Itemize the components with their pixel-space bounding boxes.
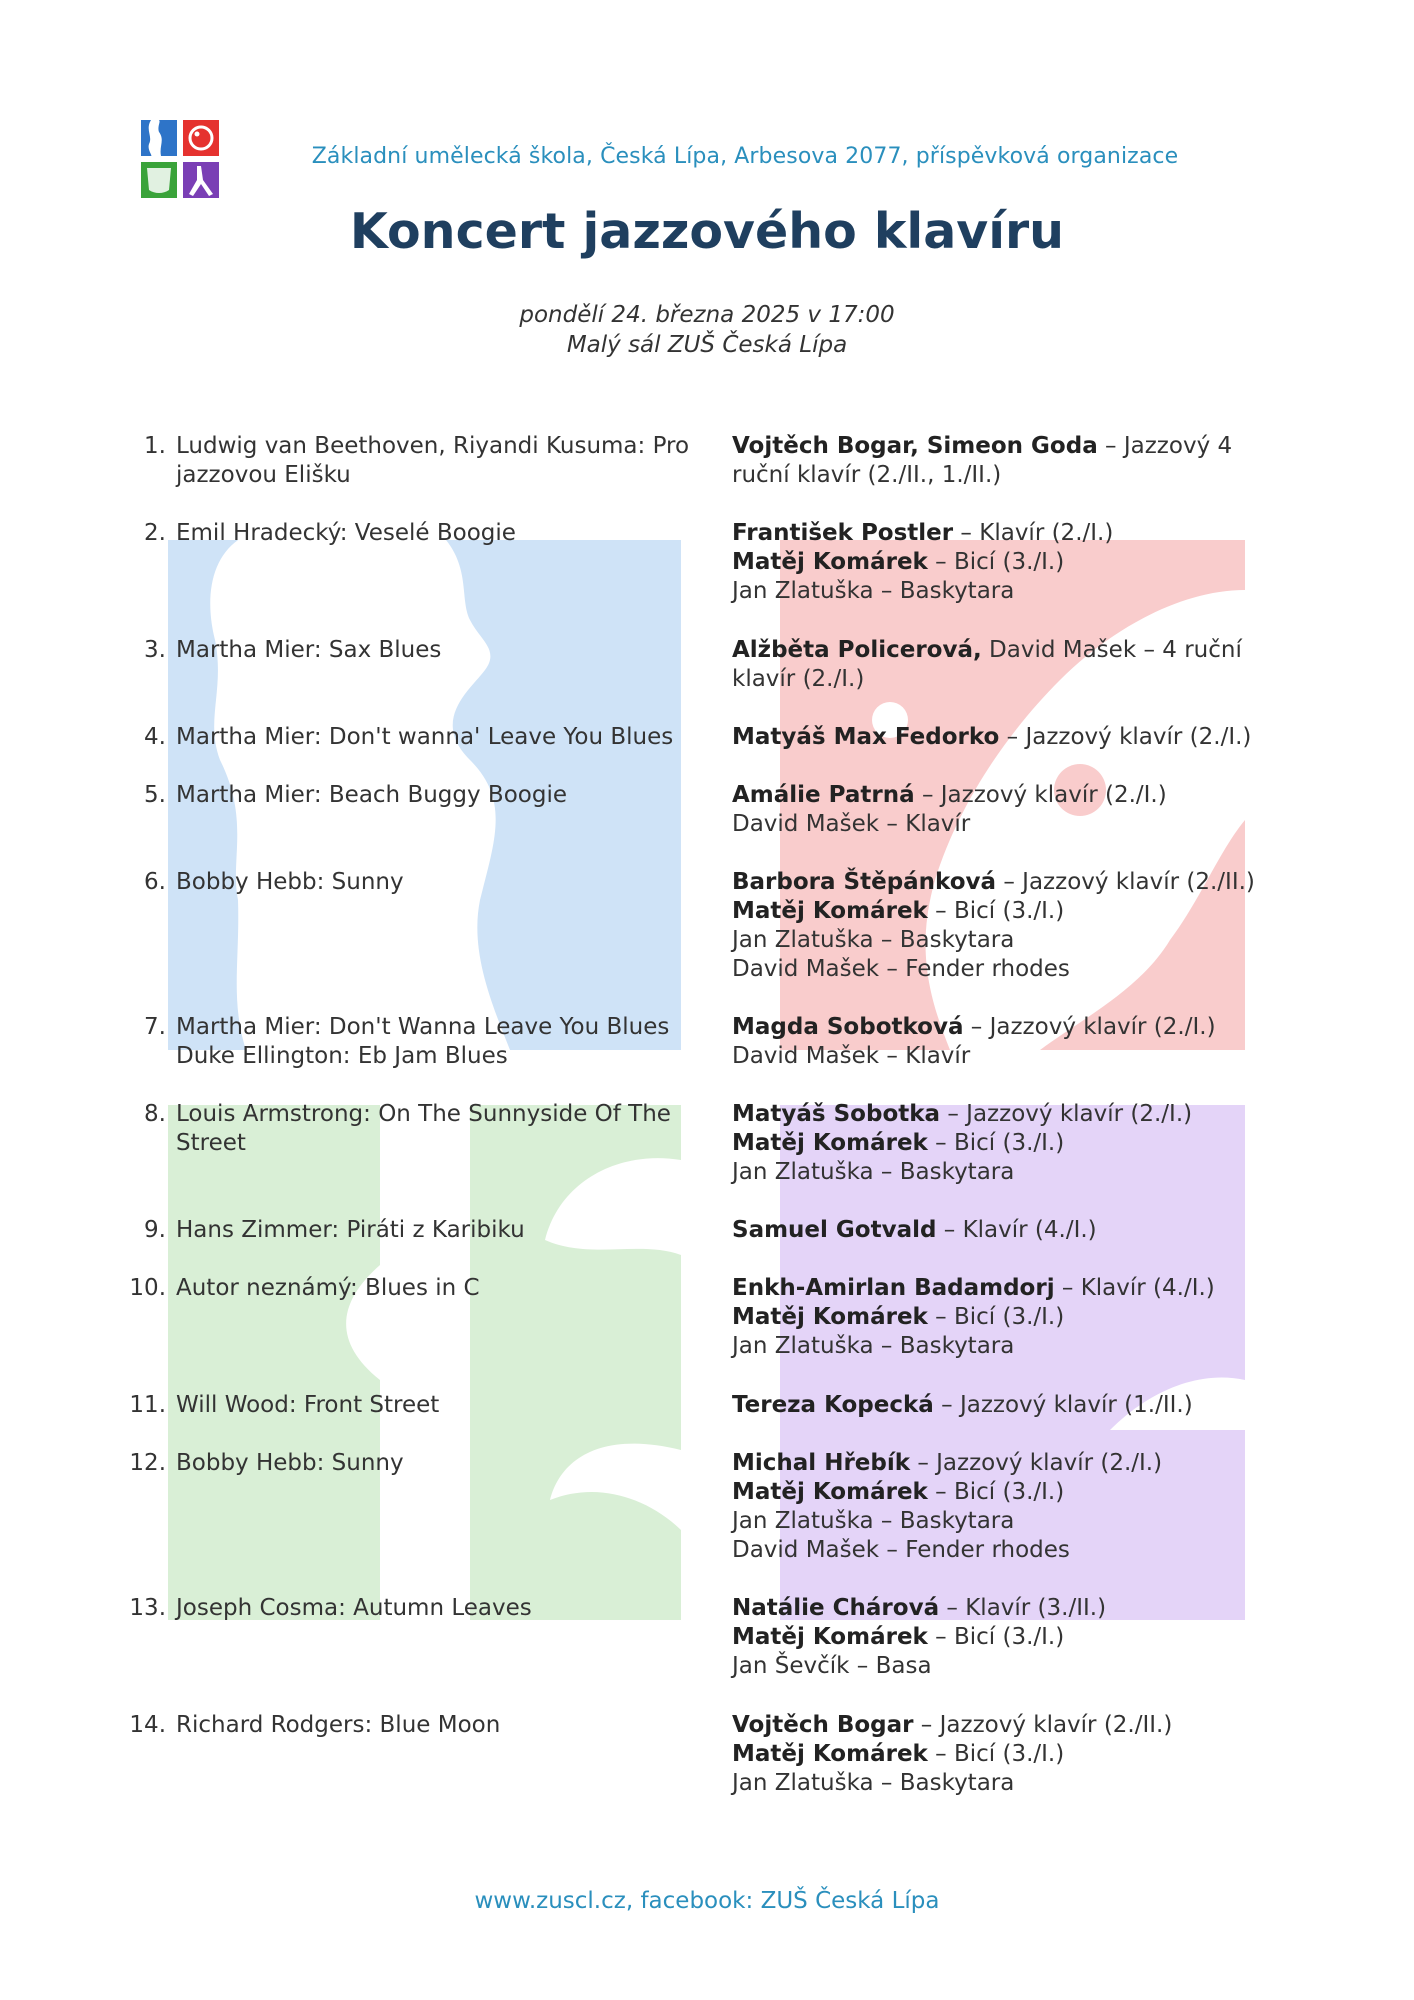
program-item-performers bbox=[732, 1391, 1292, 1420]
performer-line bbox=[732, 1303, 1292, 1332]
performer-line bbox=[732, 1042, 1292, 1071]
program-item-piece: Martha Mier: Sax Blues bbox=[176, 637, 442, 663]
performer-role: David Mašek – Klavír bbox=[732, 1043, 971, 1069]
performer-role: – Bicí (3./I.) bbox=[927, 1304, 1065, 1330]
performer-role: – Jazzový klavír (1./II.) bbox=[933, 1392, 1193, 1418]
performer-name: Matyáš Max Fedorko bbox=[732, 724, 1000, 750]
performer-line bbox=[732, 519, 1292, 548]
performer-name: Matěj Komárek bbox=[732, 1479, 928, 1505]
program-item-performers bbox=[732, 1100, 1292, 1187]
program-item-piece: Martha Mier: Don't wanna' Leave You Blues bbox=[176, 724, 674, 750]
performer-role: Jan Zlatuška – Baskytara bbox=[732, 1159, 1015, 1185]
program-item-piece: Will Wood: Front Street bbox=[176, 1392, 440, 1418]
performer-line bbox=[732, 1129, 1292, 1158]
performer-name: Matěj Komárek bbox=[732, 1130, 928, 1156]
program-item-number: 4. bbox=[144, 724, 166, 750]
performer-line bbox=[732, 636, 1292, 694]
performer-name: Matyáš Sobotka bbox=[732, 1101, 941, 1127]
performer-line bbox=[732, 1740, 1292, 1769]
program-item-number: 11. bbox=[129, 1392, 166, 1418]
performer-role: – Bicí (3./I.) bbox=[927, 1624, 1065, 1650]
program-item-performers bbox=[732, 1594, 1292, 1681]
performer-name: Matěj Komárek bbox=[732, 1624, 928, 1650]
performer-role: – Jazzový klavír (2./I.) bbox=[940, 1101, 1193, 1127]
performer-line bbox=[732, 1100, 1292, 1129]
performer-role: – Jazzový klavír (2./II.) bbox=[913, 1712, 1173, 1738]
program-item-performers bbox=[732, 781, 1292, 839]
performer-line bbox=[732, 926, 1292, 955]
program-item-number: 9. bbox=[144, 1217, 166, 1243]
performer-role: David Mašek – Klavír bbox=[732, 811, 971, 837]
program-item-number: 7. bbox=[144, 1014, 166, 1040]
performer-line bbox=[732, 1158, 1292, 1187]
program-item-piece: Richard Rodgers: Blue Moon bbox=[176, 1712, 501, 1738]
performer-line bbox=[732, 1594, 1292, 1623]
performer-line bbox=[732, 810, 1292, 839]
program-item-piece: Bobby Hebb: Sunny bbox=[176, 869, 404, 895]
program-item-number: 14. bbox=[129, 1712, 166, 1738]
program-item-piece: Autor neznámý: Blues in C bbox=[176, 1275, 480, 1301]
performer-role: David Mašek – 4 ruční klavír (2./I.) bbox=[732, 637, 1242, 692]
performer-line bbox=[732, 1623, 1292, 1652]
program-item-piece: Louis Armstrong: On The Sunnyside Of The Street bbox=[176, 1101, 671, 1156]
concert-venue: Malý sál ZUŠ Česká Lípa bbox=[566, 332, 848, 358]
program-item-number: 8. bbox=[144, 1101, 166, 1127]
green-panel bbox=[168, 1105, 681, 1620]
performer-role: Jan Zlatuška – Baskytara bbox=[732, 1770, 1015, 1796]
performer-role: – Jazzový klavír (2./II.) bbox=[996, 869, 1255, 895]
performer-line bbox=[732, 1449, 1292, 1478]
logo-mask-icon bbox=[147, 168, 171, 193]
performer-role: – Klavír (2./I.) bbox=[953, 520, 1114, 546]
performer-line bbox=[732, 1391, 1292, 1420]
school-logo bbox=[141, 120, 223, 200]
performer-name: Michal Hřebík bbox=[732, 1450, 911, 1476]
program-item-performers bbox=[732, 432, 1292, 490]
performer-role: – Bicí (3./I.) bbox=[927, 1741, 1065, 1767]
performer-role: Jan Zlatuška – Baskytara bbox=[732, 1333, 1015, 1359]
performer-role: – Jazzový klavír (2./I.) bbox=[910, 1450, 1163, 1476]
performer-name: Amálie Patrná bbox=[732, 782, 915, 808]
performer-name: Tereza Kopecká bbox=[732, 1392, 934, 1418]
performer-line bbox=[732, 1274, 1292, 1303]
logo-palette-dot bbox=[195, 132, 200, 137]
program-item-piece: Emil Hradecký: Veselé Boogie bbox=[176, 520, 516, 546]
program-item-performers bbox=[732, 868, 1292, 984]
performer-name: Barbora Štěpánková bbox=[732, 869, 997, 895]
performer-line bbox=[732, 1507, 1292, 1536]
performer-line bbox=[732, 577, 1292, 606]
performer-line bbox=[732, 1536, 1292, 1565]
program-item-number: 12. bbox=[129, 1450, 166, 1476]
organization-name: Základní umělecká škola, Česká Lípa, Arbesova 2077, příspěvková organizace bbox=[311, 144, 1179, 169]
performer-name: Samuel Gotvald bbox=[732, 1217, 937, 1243]
performer-role: – Klavír (4./I.) bbox=[936, 1217, 1097, 1243]
program-item-performers bbox=[732, 1274, 1292, 1361]
program-item-piece: Hans Zimmer: Piráti z Karibiku bbox=[176, 1217, 525, 1243]
performer-line bbox=[732, 955, 1292, 984]
page-title: Koncert jazzového klavíru bbox=[349, 203, 1065, 260]
program-item-performers bbox=[732, 519, 1292, 606]
performer-role: – Bicí (3./I.) bbox=[927, 549, 1065, 575]
performer-role: – Klavír (3./II.) bbox=[939, 1595, 1107, 1621]
program-item-piece: Ludwig van Beethoven, Riyandi Kusuma: Pro jazzovou Elišku bbox=[176, 433, 690, 488]
performer-role: Jan Ševčík – Basa bbox=[732, 1653, 932, 1679]
footer-links[interactable]: www.zuscl.cz, facebook: ZUŠ Česká Lípa bbox=[474, 1888, 940, 1914]
performer-line bbox=[732, 1013, 1292, 1042]
performer-line bbox=[732, 1216, 1292, 1245]
performer-line bbox=[732, 781, 1292, 810]
performer-line bbox=[732, 1332, 1292, 1361]
performer-role: – Jazzový klavír (2./I.) bbox=[963, 1014, 1216, 1040]
performer-line bbox=[732, 897, 1292, 926]
performer-role: Jan Zlatuška – Baskytara bbox=[732, 927, 1015, 953]
performer-role: David Mašek – Fender rhodes bbox=[732, 1537, 1070, 1563]
performer-line bbox=[732, 548, 1292, 577]
performer-name: Matěj Komárek bbox=[732, 898, 928, 924]
program-item-performers bbox=[732, 723, 1292, 752]
program-item-number: 6. bbox=[144, 869, 166, 895]
performer-name: Matěj Komárek bbox=[732, 549, 928, 575]
performer-role: Jan Zlatuška – Baskytara bbox=[732, 1508, 1015, 1534]
performer-role: – Bicí (3./I.) bbox=[927, 1130, 1065, 1156]
performer-role: – Jazzový klavír (2./I.) bbox=[999, 724, 1252, 750]
performer-name: Vojtěch Bogar, Simeon Goda bbox=[732, 433, 1098, 459]
program-item-piece: Joseph Cosma: Autumn Leaves bbox=[176, 1595, 532, 1621]
performer-line bbox=[732, 432, 1292, 490]
program-item-number: 2. bbox=[144, 520, 166, 546]
performer-name: Vojtěch Bogar bbox=[732, 1712, 914, 1738]
program-item-number: 10. bbox=[129, 1275, 166, 1301]
program-item-number: 1. bbox=[144, 433, 166, 459]
performer-name: Magda Sobotková bbox=[732, 1014, 964, 1040]
program-item-number: 5. bbox=[144, 782, 166, 808]
program-item-piece: Martha Mier: Don't Wanna Leave You Blues Duke Ellington: Eb Jam Blues bbox=[176, 1014, 670, 1069]
performer-role: – Bicí (3./I.) bbox=[927, 898, 1065, 924]
performer-role: David Mašek – Fender rhodes bbox=[732, 956, 1070, 982]
performer-role: – Bicí (3./I.) bbox=[927, 1479, 1065, 1505]
performer-line bbox=[732, 1711, 1292, 1740]
concert-date: pondělí 24. března 2025 v 17:00 bbox=[519, 302, 895, 328]
performer-role: – Jazzový 4 ruční klavír (2./II., 1./II.) bbox=[732, 433, 1233, 488]
performer-line bbox=[732, 1478, 1292, 1507]
performer-line bbox=[732, 1769, 1292, 1798]
program-item-performers bbox=[732, 1216, 1292, 1245]
performer-name: Alžběta Policerová, bbox=[732, 637, 982, 663]
program-item-number: 3. bbox=[144, 637, 166, 663]
program-item-number: 13. bbox=[129, 1595, 166, 1621]
program-item-performers bbox=[732, 636, 1292, 694]
performer-name: Enkh-Amirlan Badamdorj bbox=[732, 1275, 1055, 1301]
performer-line bbox=[732, 723, 1292, 752]
performer-role: – Klavír (4./I.) bbox=[1054, 1275, 1215, 1301]
performer-role: – Jazzový klavír (2./I.) bbox=[914, 782, 1167, 808]
program-item-performers bbox=[732, 1711, 1292, 1798]
performer-name: Matěj Komárek bbox=[732, 1741, 928, 1767]
performer-line bbox=[732, 1652, 1292, 1681]
logo-red-square bbox=[183, 120, 219, 156]
program-item-performers bbox=[732, 1449, 1292, 1565]
program-item-performers bbox=[732, 1013, 1292, 1071]
performer-name: Natálie Chárová bbox=[732, 1595, 940, 1621]
performer-name: František Postler bbox=[732, 520, 954, 546]
performer-role: Jan Zlatuška – Baskytara bbox=[732, 578, 1015, 604]
performer-name: Matěj Komárek bbox=[732, 1304, 928, 1330]
performer-line bbox=[732, 868, 1292, 897]
program-item-piece: Martha Mier: Beach Buggy Boogie bbox=[176, 782, 567, 808]
program-item-piece: Bobby Hebb: Sunny bbox=[176, 1450, 404, 1476]
